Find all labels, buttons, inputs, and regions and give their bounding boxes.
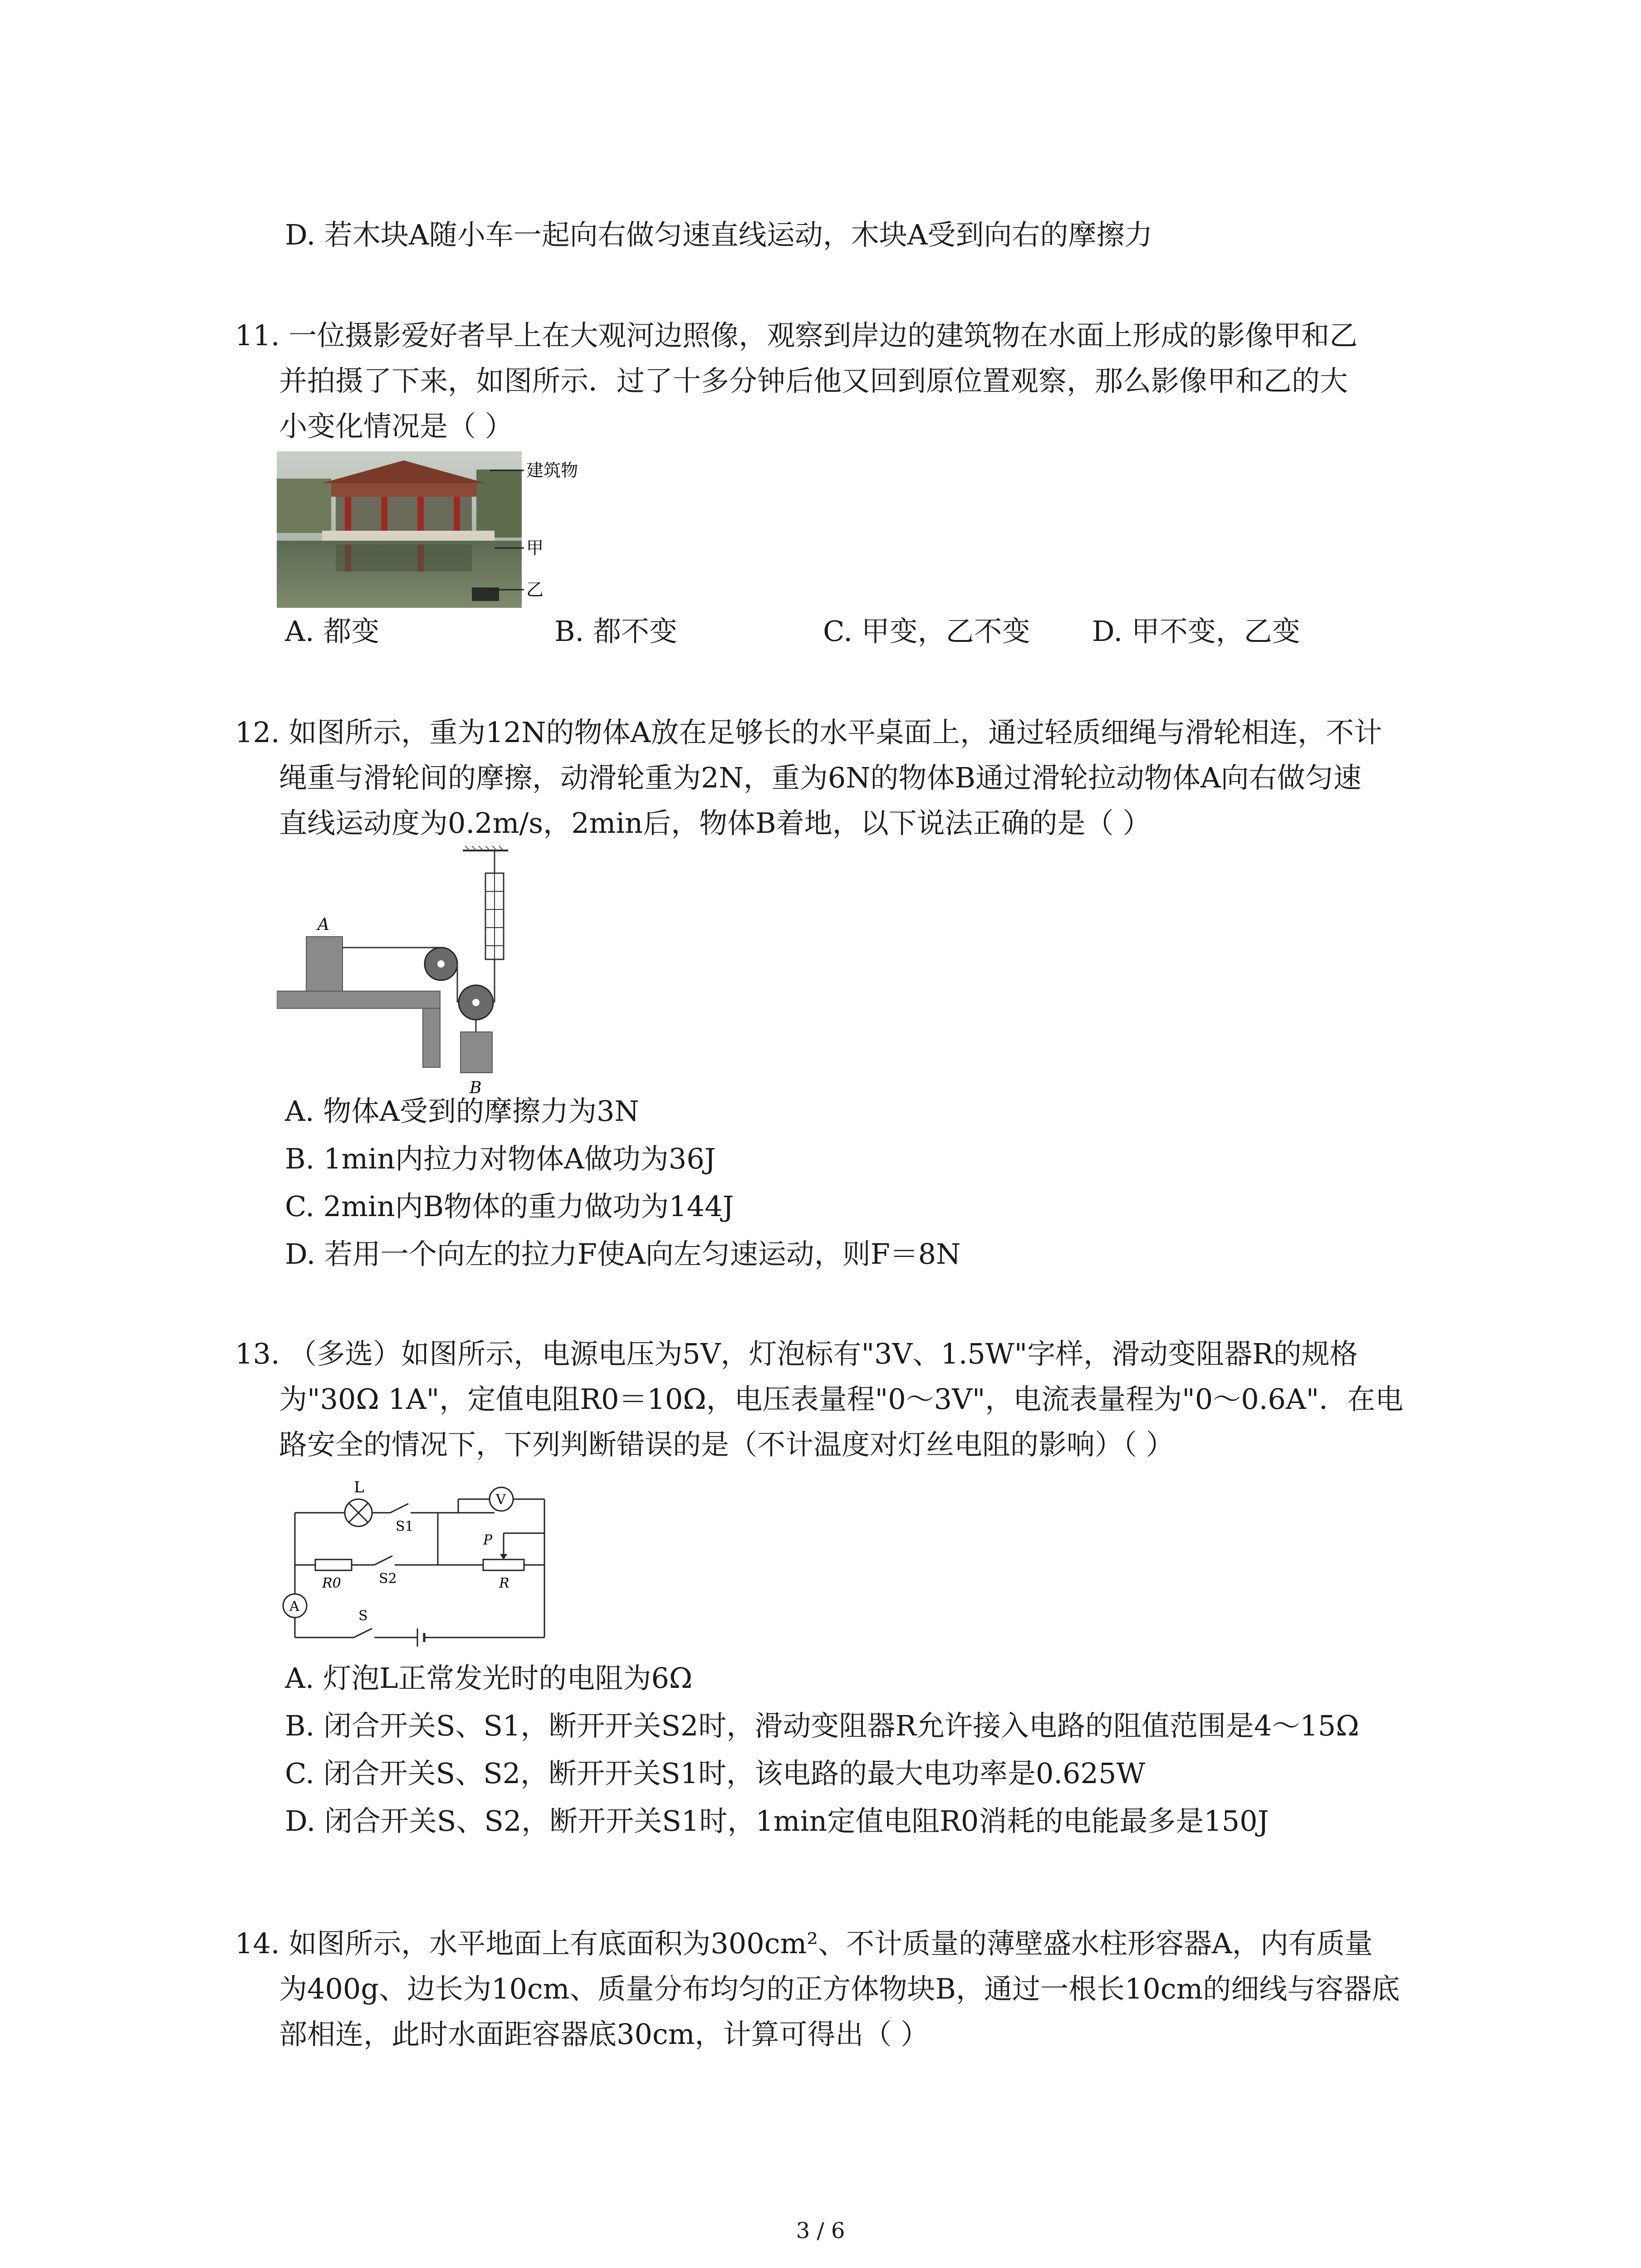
q13-label-s1: S1	[396, 1519, 414, 1535]
q12-option-d: D. 若用一个向左的拉力F使A向左匀速运动，则F＝8N	[285, 1237, 961, 1271]
q11-text-line2: 并拍摄了下来，如图所示．过了十多分钟后他又回到原位置观察，那么影像甲和乙的大	[279, 364, 1348, 397]
q11-photo-figure	[277, 451, 594, 615]
q12-text-line1: 12. 如图所示，重为12N的物体A放在足够长的水平桌面上，通过轻质细绳与滑轮相连，不计	[235, 716, 1382, 749]
q14-text-line3: 部相连，此时水面距容器底30cm，计算可得出（ ）	[279, 2018, 929, 2051]
page-number: 3 / 6	[796, 2218, 845, 2244]
q13-label-s: S	[358, 1608, 368, 1624]
q13-text-line2: 为"30Ω 1A"，定值电阻R0＝10Ω，电压表量程"0～3V"，电流表量程为"0～0.6A"．在电	[279, 1383, 1404, 1416]
q11-option-d: D. 甲不变，乙变	[1092, 615, 1300, 648]
q13-circuit-figure	[277, 1474, 558, 1656]
q12-label-b: B	[470, 1079, 482, 1097]
q13-label-r0: R0	[322, 1575, 341, 1591]
q13-label-r: R	[499, 1575, 509, 1591]
q11-label-building: 建筑物	[526, 460, 578, 480]
q14-text-line2: 为400g、边长为10cm、质量分布均匀的正方体物块B，通过一根长10cm的细线与容器底	[279, 1972, 1400, 2005]
q13-label-voltmeter: V	[496, 1492, 506, 1508]
q13-label-ammeter: A	[289, 1598, 299, 1614]
q11-text-line1: 11. 一位摄影爱好者早上在大观河边照像，观察到岸边的建筑物在水面上形成的影像甲和乙	[235, 319, 1358, 352]
q11-label-jia: 甲	[526, 538, 544, 558]
q11-option-b: B. 都不变	[554, 615, 677, 648]
q13-label-p: P	[483, 1532, 493, 1548]
q13-option-d: D. 闭合开关S、S2，断开开关S1时，1min定值电阻R0消耗的电能最多是150J	[285, 1804, 1269, 1838]
q10-option-d: D. 若木块A随小车一起向右做匀速直线运动，木块A受到向右的摩擦力	[285, 218, 1153, 251]
q14-text-line1: 14. 如图所示，水平地面上有底面积为300cm²、不计质量的薄壁盛水柱形容器A，内有质量	[235, 1927, 1373, 1960]
q11-text-line3: 小变化情况是（ ）	[279, 410, 513, 443]
q12-pulley-figure	[277, 846, 549, 1100]
q12-option-b: B. 1min内拉力对物体A做功为36J	[285, 1142, 716, 1175]
q13-label-s2: S2	[379, 1571, 397, 1587]
q12-text-line3: 直线运动度为0.2m/s，2min后，物体B着地，以下说法正确的是（ ）	[279, 807, 1151, 840]
q12-option-a: A. 物体A受到的摩擦力为3N	[285, 1095, 639, 1128]
q13-option-b: B. 闭合开关S、S1，断开开关S2时，滑动变阻器R允许接入电路的阻值范围是4～15Ω	[285, 1709, 1359, 1742]
q11-option-a: A. 都变	[285, 615, 380, 648]
q11-label-yi: 乙	[526, 580, 544, 600]
q12-option-c: C. 2min内B物体的重力做功为144J	[285, 1190, 734, 1223]
q12-text-line2: 绳重与滑轮间的摩擦，动滑轮重为2N，重为6N的物体B通过滑轮拉动物体A向右做匀速	[279, 761, 1362, 794]
q13-label-lamp: L	[354, 1478, 364, 1496]
q13-option-c: C. 闭合开关S、S2，断开开关S1时，该电路的最大电功率是0.625W	[285, 1757, 1146, 1790]
q13-text-line1: 13. （多选）如图所示，电源电压为5V，灯泡标有"3V、1.5W"字样，滑动变阻器R的规格	[235, 1337, 1358, 1370]
q13-option-a: A. 灯泡L正常发光时的电阻为6Ω	[285, 1662, 693, 1695]
q11-option-c: C. 甲变，乙不变	[823, 615, 1030, 648]
q13-text-line3: 路安全的情况下，下列判断错误的是（不计温度对灯丝电阻的影响）（ ）	[279, 1428, 1174, 1461]
q12-label-a: A	[318, 915, 329, 934]
